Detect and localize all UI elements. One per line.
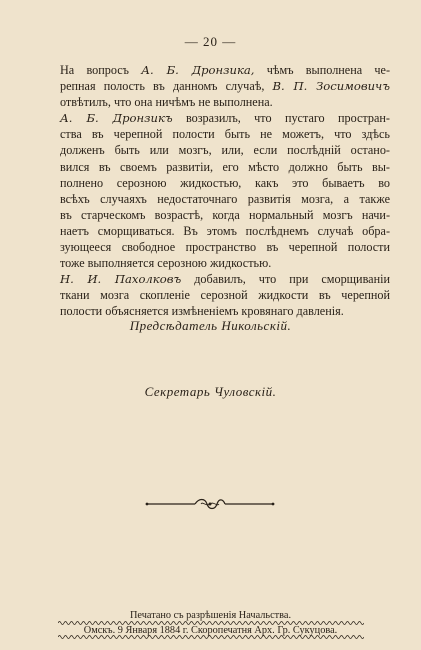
text-line (60, 78, 390, 94)
text-run: чѣмъ выполнена че- (254, 63, 390, 77)
text-line (60, 142, 390, 158)
text-line (60, 110, 390, 126)
text-line (60, 126, 390, 142)
text-run: зующееся свободное пространство въ черепной полости (60, 240, 390, 255)
page-number: — 20 — (184, 34, 237, 49)
text-run: полости объясняется измѣненіемъ кровянаго давленія. (60, 304, 344, 319)
text-run: отвѣтилъ, что она ничѣмъ не выполнена. (60, 95, 273, 110)
chairman-signature: Предсѣдатель Никольскій. (129, 318, 292, 333)
text-line (60, 94, 390, 110)
text-run: возразилъ, что пустаго простран- (172, 111, 390, 126)
text-run: репная полость въ данномъ случаѣ, (60, 79, 273, 94)
text-run: всѣхъ случаяхъ недостаточнаго развитія мозга, а также (60, 191, 390, 206)
text-line (60, 271, 390, 287)
text-run: наетъ сморщиваться. Въ этомъ послѣднемъ случаѣ обра- (60, 223, 390, 238)
speaker-name: А. Б. Дронзика, (141, 63, 255, 77)
text-run: долженъ быть или мозгъ, или, если послѣдній остано- (60, 143, 390, 158)
paragraph (60, 271, 390, 319)
body-text (60, 62, 390, 320)
paragraph (60, 110, 390, 271)
text-line (60, 62, 390, 78)
text-run: полнено серозною жидкостью, какъ это бываетъ во (60, 175, 390, 190)
paragraph (60, 62, 390, 110)
text-run: На вопросъ (60, 63, 142, 77)
secretary-signature: Секретарь Чуловскій. (144, 384, 277, 399)
text-line (60, 223, 390, 239)
text-run: въ старческомъ возрастѣ, когда нормальный мозгъ начи- (60, 207, 390, 222)
imprint-printer: Омскъ. 9 Января 1884 г. Скоропечатня Арх. Гр. Сукуцова. (83, 625, 338, 636)
speaker-name: А. Б. Дронзикъ (60, 111, 173, 126)
text-line (60, 175, 390, 191)
text-run: тоже выполняется серозною жидкостью. (60, 256, 272, 271)
wavy-rule-bottom (58, 634, 364, 640)
text-line (60, 255, 390, 271)
speaker-name: В. П. Зосимовичъ (272, 79, 390, 94)
text-run: добавилъ, что при сморщиваніи (181, 272, 390, 287)
text-run: вился въ своемъ развитіи, его мѣсто должно быть вы- (60, 159, 390, 174)
text-run: ткани мозга скопленіе серозной жидкости въ черепной (60, 288, 390, 303)
text-line (60, 239, 390, 255)
speaker-name: Н. И. Пахолковъ (60, 272, 182, 287)
imprint-permission: Печатано съ разрѣшенія Начальства. (129, 610, 292, 621)
ornament-divider (145, 496, 275, 512)
text-line (60, 159, 390, 175)
text-line (60, 287, 390, 303)
text-run: ства въ черепной полости быть не можетъ, что здѣсь (60, 127, 390, 142)
text-line (60, 191, 390, 207)
text-line (60, 207, 390, 223)
